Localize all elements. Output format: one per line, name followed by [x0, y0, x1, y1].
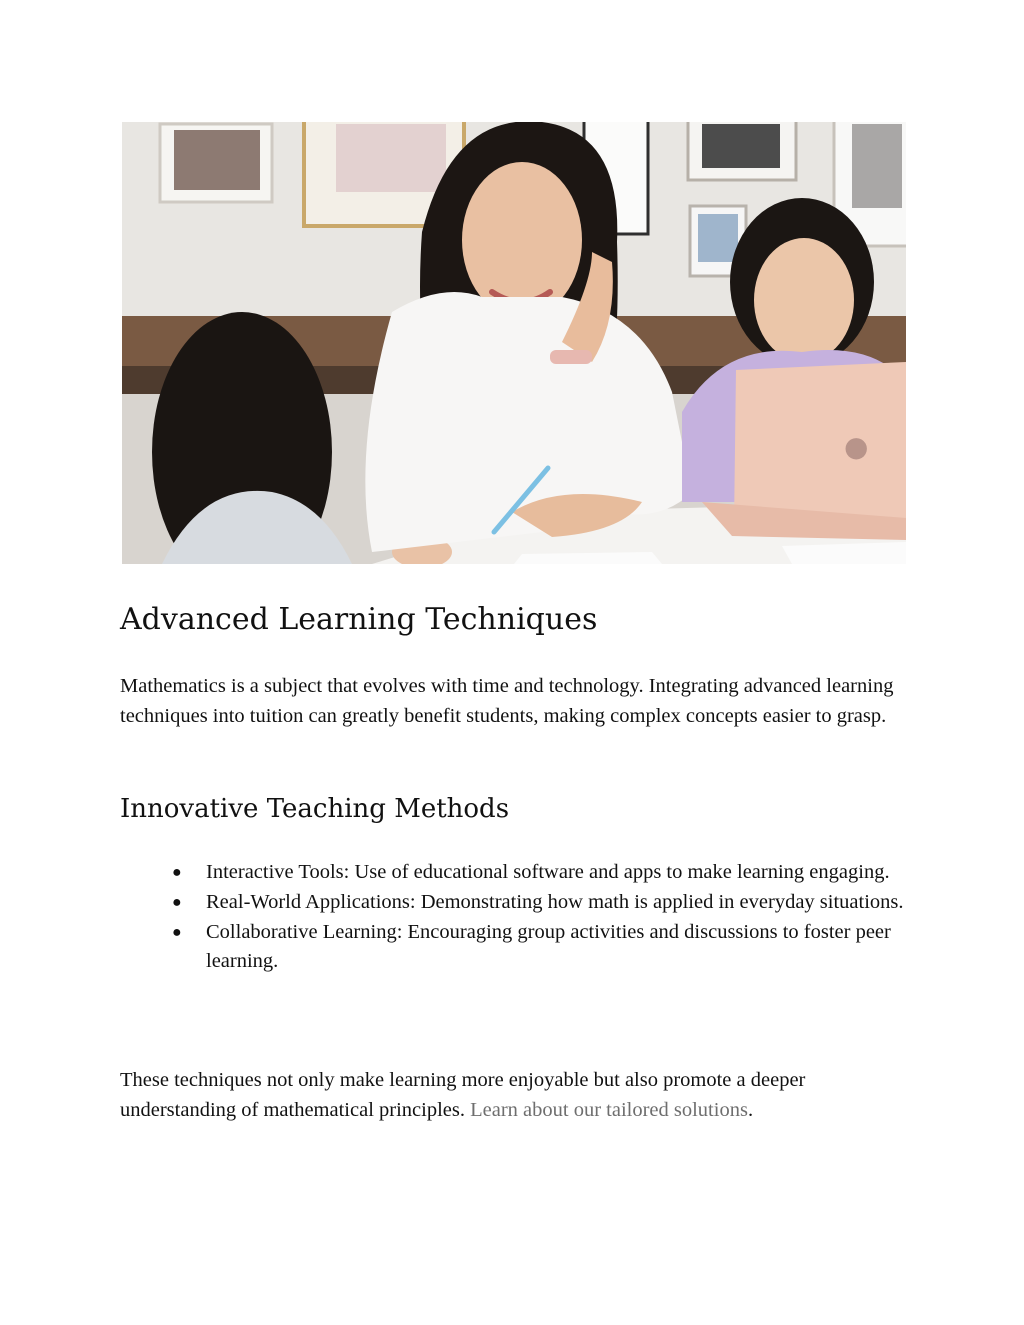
methods-list: [172, 858, 912, 977]
teacher-with-students-illustration: [122, 122, 906, 564]
list-item-text: Interactive Tools: Use of educational software and apps to make learning engaging.: [206, 861, 890, 883]
hero-photo: [122, 122, 906, 564]
bullet-icon: ●: [172, 893, 182, 911]
list-item: [172, 888, 912, 918]
list-item-text: Real-World Applications: Demonstrating how math is applied in everyday situations.: [206, 890, 904, 913]
closing-punctuation: .: [747, 1098, 754, 1121]
list-item: [172, 858, 912, 888]
closing-paragraph: [120, 1066, 920, 1125]
intro-paragraph: Mathematics is a subject that evolves with time and technology. Integrating advanced learning techniques into tuition can greatly benefit students, making complex concepts easier to grasp.: [120, 675, 894, 727]
closing-text: These techniques not only make learning more enjoyable but also promote a deeper understanding of mathematical principles.: [120, 1069, 806, 1121]
tailored-solutions-link[interactable]: Learn about our tailored solutions: [470, 1098, 748, 1121]
apple-icon: ●: [844, 430, 869, 463]
bullet-icon: ●: [172, 864, 182, 881]
list-item-text: Collaborative Learning: Encouraging group activities and discussions to foster peer learning.: [206, 920, 891, 973]
bullet-icon: ●: [172, 923, 182, 941]
page-title: Advanced Learning Techniques: [120, 602, 598, 637]
list-item: [172, 918, 912, 978]
section-heading: Innovative Teaching Methods: [120, 794, 510, 824]
